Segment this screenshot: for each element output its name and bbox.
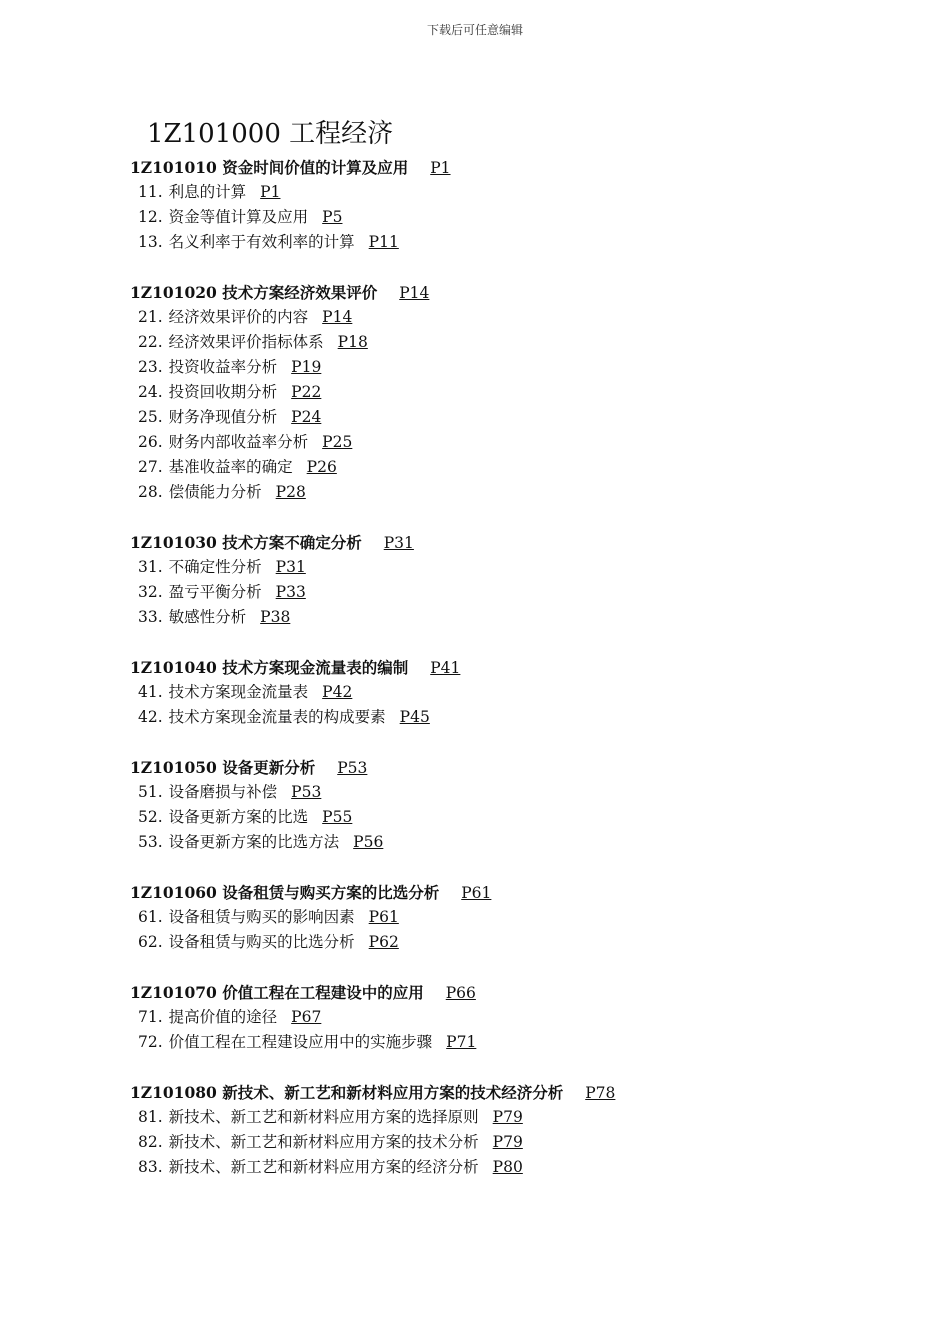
item-page-link[interactable]: P67 — [291, 1008, 322, 1026]
section-code: 1Z101080 — [130, 1083, 217, 1102]
item-number: 52. — [138, 808, 163, 826]
toc-item — [130, 205, 890, 230]
item-title: 技术方案现金流量表 — [168, 683, 309, 701]
section-code: 1Z101030 — [130, 533, 217, 552]
item-title: 投资回收期分析 — [168, 383, 278, 401]
section-page-link[interactable]: P1 — [430, 159, 451, 177]
toc-section — [130, 980, 890, 1055]
section-title: 价值工程在工程建设中的应用 — [222, 983, 424, 1002]
section-code: 1Z101010 — [130, 158, 217, 177]
section-title: 技术方案现金流量表的编制 — [222, 658, 409, 677]
item-page-link[interactable]: P71 — [446, 1033, 477, 1051]
item-page-link[interactable]: P28 — [275, 483, 306, 501]
item-number: 21. — [138, 308, 163, 326]
item-number: 24. — [138, 383, 163, 401]
item-title: 设备磨损与补偿 — [168, 783, 278, 801]
toc-item — [130, 455, 890, 480]
toc-item — [130, 180, 890, 205]
section-heading — [130, 155, 890, 180]
item-number: 13. — [138, 233, 163, 251]
section-page-link[interactable]: P53 — [337, 759, 368, 777]
item-number: 31. — [138, 558, 163, 576]
item-page-link[interactable]: P79 — [492, 1108, 523, 1126]
toc-item — [130, 930, 890, 955]
item-number: 61. — [138, 908, 163, 926]
toc-item — [130, 1030, 890, 1055]
section-code: 1Z101060 — [130, 883, 217, 902]
item-number: 53. — [138, 833, 163, 851]
item-number: 26. — [138, 433, 163, 451]
item-number: 62. — [138, 933, 163, 951]
toc-section — [130, 155, 890, 255]
document-title: 1Z101000 工程经济 — [147, 119, 394, 149]
item-page-link[interactable]: P1 — [260, 183, 281, 201]
section-heading — [130, 1080, 890, 1105]
toc-item — [130, 1130, 890, 1155]
item-page-link[interactable]: P18 — [337, 333, 368, 351]
item-page-link[interactable]: P62 — [368, 933, 399, 951]
toc-section — [130, 530, 890, 630]
section-heading — [130, 530, 890, 555]
item-title: 经济效果评价的内容 — [168, 308, 309, 326]
item-title: 财务内部收益率分析 — [168, 433, 309, 451]
section-heading — [130, 980, 890, 1005]
item-number: 83. — [138, 1158, 163, 1176]
toc-item — [130, 1105, 890, 1130]
item-number: 41. — [138, 683, 163, 701]
item-page-link[interactable]: P24 — [291, 408, 322, 426]
item-page-link[interactable]: P26 — [306, 458, 337, 476]
section-code: 1Z101070 — [130, 983, 217, 1002]
section-title: 资金时间价值的计算及应用 — [222, 158, 409, 177]
item-page-link[interactable]: P25 — [322, 433, 353, 451]
section-code: 1Z101050 — [130, 758, 217, 777]
item-title: 新技术、新工艺和新材料应用方案的经济分析 — [168, 1158, 479, 1176]
section-page-link[interactable]: P41 — [430, 659, 461, 677]
item-number: 27. — [138, 458, 163, 476]
section-page-link[interactable]: P66 — [445, 984, 476, 1002]
toc-item — [130, 605, 890, 630]
section-page-link[interactable]: P31 — [383, 534, 414, 552]
toc-item — [130, 905, 890, 930]
toc-item — [130, 330, 890, 355]
item-title: 投资收益率分析 — [168, 358, 278, 376]
item-page-link[interactable]: P38 — [260, 608, 291, 626]
item-page-link[interactable]: P79 — [492, 1133, 523, 1151]
section-title: 技术方案经济效果评价 — [222, 283, 378, 302]
item-number: 71. — [138, 1008, 163, 1026]
item-page-link[interactable]: P55 — [322, 808, 353, 826]
item-title: 经济效果评价指标体系 — [168, 333, 324, 351]
item-page-link[interactable]: P80 — [492, 1158, 523, 1176]
toc-item — [130, 830, 890, 855]
table-of-contents — [130, 155, 890, 1205]
item-title: 技术方案现金流量表的构成要素 — [168, 708, 386, 726]
section-heading — [130, 655, 890, 680]
item-title: 利息的计算 — [168, 183, 247, 201]
toc-item — [130, 705, 890, 730]
item-number: 28. — [138, 483, 163, 501]
item-number: 82. — [138, 1133, 163, 1151]
item-page-link[interactable]: P14 — [322, 308, 353, 326]
section-heading — [130, 280, 890, 305]
item-number: 42. — [138, 708, 163, 726]
toc-item — [130, 1155, 890, 1180]
section-heading — [130, 880, 890, 905]
item-title: 价值工程在工程建设应用中的实施步骤 — [168, 1033, 433, 1051]
toc-item — [130, 305, 890, 330]
item-page-link[interactable]: P45 — [399, 708, 430, 726]
toc-item — [130, 680, 890, 705]
item-title: 设备更新方案的比选方法 — [168, 833, 340, 851]
item-title: 财务净现值分析 — [168, 408, 278, 426]
section-heading — [130, 755, 890, 780]
item-page-link[interactable]: P5 — [322, 208, 343, 226]
item-page-link[interactable]: P11 — [368, 233, 399, 251]
section-title: 设备租赁与购买方案的比选分析 — [222, 883, 440, 902]
section-page-link[interactable]: P78 — [585, 1084, 616, 1102]
toc-item — [130, 380, 890, 405]
toc-item — [130, 430, 890, 455]
item-title: 提高价值的途径 — [168, 1008, 278, 1026]
item-title: 敏感性分析 — [168, 608, 247, 626]
section-code: 1Z101020 — [130, 283, 217, 302]
item-title: 盈亏平衡分析 — [168, 583, 262, 601]
item-number: 32. — [138, 583, 163, 601]
item-number: 22. — [138, 333, 163, 351]
toc-item — [130, 555, 890, 580]
toc-item — [130, 405, 890, 430]
item-title: 新技术、新工艺和新材料应用方案的技术分析 — [168, 1133, 479, 1151]
toc-section — [130, 880, 890, 955]
item-page-link[interactable]: P31 — [275, 558, 306, 576]
item-number: 33. — [138, 608, 163, 626]
item-page-link[interactable]: P19 — [291, 358, 322, 376]
toc-item — [130, 805, 890, 830]
toc-item — [130, 1005, 890, 1030]
item-title: 新技术、新工艺和新材料应用方案的选择原则 — [168, 1108, 479, 1126]
item-title: 偿债能力分析 — [168, 483, 262, 501]
item-page-link[interactable]: P33 — [275, 583, 306, 601]
item-title: 基准收益率的确定 — [168, 458, 293, 476]
toc-section — [130, 755, 890, 855]
item-number: 11. — [138, 183, 163, 201]
item-title: 设备更新方案的比选 — [168, 808, 309, 826]
section-code: 1Z101040 — [130, 658, 217, 677]
item-number: 51. — [138, 783, 163, 801]
item-number: 72. — [138, 1033, 163, 1051]
toc-item — [130, 355, 890, 380]
section-page-link[interactable]: P14 — [399, 284, 430, 302]
section-page-link[interactable]: P61 — [461, 884, 492, 902]
item-title: 资金等值计算及应用 — [168, 208, 309, 226]
toc-section — [130, 280, 890, 505]
item-number: 23. — [138, 358, 163, 376]
item-number: 12. — [138, 208, 163, 226]
toc-section — [130, 1080, 890, 1180]
item-title: 设备租赁与购买的比选分析 — [168, 933, 355, 951]
item-page-link[interactable]: P53 — [291, 783, 322, 801]
item-number: 81. — [138, 1108, 163, 1126]
item-page-link[interactable]: P22 — [291, 383, 322, 401]
section-title: 新技术、新工艺和新材料应用方案的技术经济分析 — [222, 1083, 564, 1102]
page-header-note: 下载后可任意编辑 — [426, 23, 523, 37]
toc-item — [130, 580, 890, 605]
section-title: 技术方案不确定分析 — [222, 533, 362, 552]
item-title: 名义利率于有效利率的计算 — [168, 233, 355, 251]
item-page-link[interactable]: P42 — [322, 683, 353, 701]
toc-item — [130, 480, 890, 505]
item-page-link[interactable]: P56 — [353, 833, 384, 851]
toc-item — [130, 230, 890, 255]
item-number: 25. — [138, 408, 163, 426]
item-title: 不确定性分析 — [168, 558, 262, 576]
toc-section — [130, 655, 890, 730]
item-page-link[interactable]: P61 — [368, 908, 399, 926]
toc-item — [130, 780, 890, 805]
item-title: 设备租赁与购买的影响因素 — [168, 908, 355, 926]
section-title: 设备更新分析 — [222, 758, 316, 777]
